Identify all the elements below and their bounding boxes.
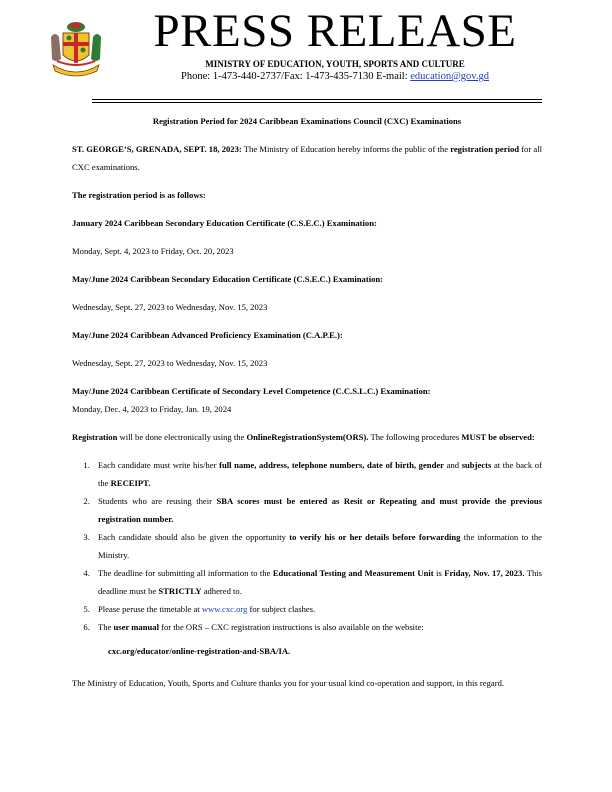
dateline: ST. GEORGE’S, GRENADA, SEPT. 18, 2023: bbox=[72, 144, 242, 154]
exam-dates: Wednesday, Sept. 27, 2023 to Wednesday, Nov. 15, 2023 bbox=[72, 302, 268, 312]
email-link[interactable]: education@gov.gd bbox=[410, 71, 489, 82]
list-item: 4. The deadline for submitting all information to the Educational Testing and Measurement Unit is Friday, Nov. 17, 2023. This deadline must be STRICTLY adhered to. bbox=[92, 564, 542, 600]
release-subject: Registration Period for 2024 Caribbean Examinations Council (CXC) Examinations bbox=[152, 116, 462, 126]
procedures-paragraph: Registration will be done electronically using the OnlineRegistrationSystem(ORS). The following procedures MUST be observed: bbox=[72, 432, 535, 442]
list-item: 6. The user manual for the ORS – CXC registration instructions is also available on the website: bbox=[92, 618, 542, 636]
exam-name: May/June 2024 Caribbean Certificate of Secondary Level Competence (C.C.S.L.C.) Examination: bbox=[72, 386, 431, 396]
contact-line bbox=[120, 70, 550, 83]
exam-block bbox=[72, 382, 542, 418]
exam-name: May/June 2024 Caribbean Secondary Education Certificate (C.S.E.C.) Examination: bbox=[72, 274, 384, 284]
procedure-steps bbox=[72, 456, 542, 636]
header-divider bbox=[92, 99, 542, 100]
list-item: 1. Each candidate must write his/her full name, address, telephone numbers, date of birth, gender and subjects at the back of the RECEIPT. bbox=[92, 456, 542, 492]
list-item: 2. Students who are reusing their SBA scores must be entered as Resit or Repeating and must provide the previous registration number. bbox=[92, 492, 542, 528]
ministry-name: MINISTRY OF EDUCATION, YOUTH, SPORTS AND CULTURE bbox=[205, 59, 465, 69]
cxc-website-link[interactable]: www.cxc.org bbox=[201, 604, 248, 614]
header-divider-second bbox=[92, 102, 542, 103]
exam-name: May/June 2024 Caribbean Advanced Proficiency Examination (C.A.P.E.): bbox=[72, 330, 343, 340]
release-body bbox=[72, 112, 542, 702]
exam-dates: Wednesday, Sept. 27, 2023 to Wednesday, Nov. 15, 2023 bbox=[72, 358, 268, 368]
registration-website-link[interactable]: cxc.org/educator/online-registration-and-SBA/IA. bbox=[108, 646, 291, 656]
intro-paragraph: ST. GEORGE’S, GRENADA, SEPT. 18, 2023: The Ministry of Education hereby informs the public of the registration period for all CXC examinations. bbox=[72, 144, 542, 172]
exam-dates: Monday, Sept. 4, 2023 to Friday, Oct. 20, 2023 bbox=[72, 246, 234, 256]
closing-paragraph: The Ministry of Education, Youth, Sports and Culture thanks you for your usual kind co-operation and support, in this regard. bbox=[72, 678, 505, 688]
exam-name: January 2024 Caribbean Secondary Education Certificate (C.S.E.C.) Examination: bbox=[72, 218, 377, 228]
list-item: 5. Please peruse the timetable at www.cxc.org for subject clashes. bbox=[92, 600, 542, 618]
exam-dates: Monday, Dec. 4, 2023 to Friday, Jan. 19, 2024 bbox=[72, 404, 232, 414]
grenada-coat-of-arms-icon bbox=[47, 19, 105, 81]
period-heading: The registration period is as follows: bbox=[72, 190, 206, 200]
press-release-title: PRESS RELEASE bbox=[153, 5, 517, 57]
phone-fax-text: Phone: 1-473-440-2737/Fax: 1-473-435-7130 E-mail: bbox=[181, 71, 411, 82]
list-item: 3. Each candidate should also be given the opportunity to verify his or her details before forwarding the information to the Ministry. bbox=[92, 528, 542, 564]
